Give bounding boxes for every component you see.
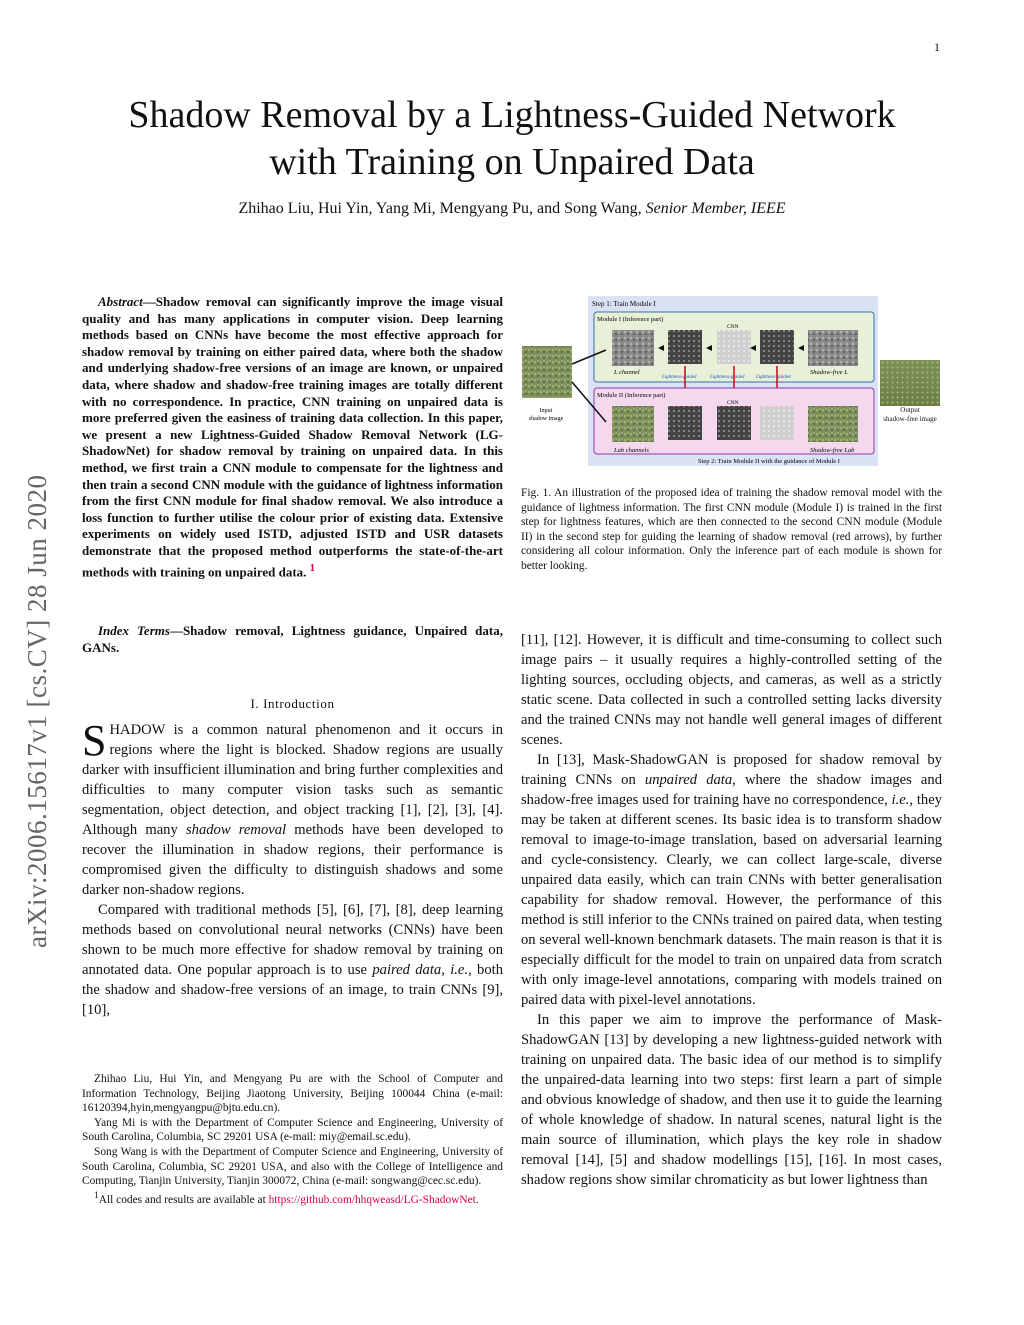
feature-map-1	[668, 330, 702, 364]
abstract	[82, 294, 503, 580]
page-number: 1	[934, 40, 940, 54]
fig-module1-label: Module I (Inference part)	[597, 316, 664, 323]
abstract-label: Abstract	[98, 294, 143, 309]
feature-map-6	[760, 406, 794, 440]
index-terms-text: —Shadow removal, Lightness guidance, Unpaired data, GANs.	[82, 623, 503, 655]
right-p2-a: In [13], Mask-ShadowGAN is proposed for shadow removal by training CNNs on	[521, 752, 942, 788]
intro-p2-b: ,	[441, 962, 451, 978]
intro-paragraph-1	[82, 716, 503, 900]
fig-step1-label: Step 1: Train Module I	[592, 300, 656, 308]
output-shadow-free-image	[880, 360, 940, 406]
intro-p2-em2: i.e.	[450, 962, 469, 978]
caption-text: Fig. 1. An illustration of the proposed idea of training the shadow removal model with the guidance of lightness information. The first CNN module (Module I) is trained in the first step for lightness features, which are then connected to the second CNN module (Module II) in the second step for guiding the learning of shadow removal (red arrows), by further considering all colour information. Only the inference part of each module is shown for better looking.	[521, 487, 942, 572]
fig-cnn-label-1: CNN	[727, 324, 739, 330]
fig-input-label-2: shadow image	[528, 416, 564, 422]
fig-shadow-free-l: Shadow-free L	[810, 369, 848, 376]
fig-output-label: Output	[900, 406, 920, 414]
introduction-body	[82, 716, 504, 1020]
footnote-affiliation-3: Song Wang is with the Department of Computer Science and Engineering, University of South Carolina, Columbia, SC 29201 USA, and also with the College of Intelligence and Computing, Tianjin University, Tianjin 300072, China (e-mail: songwang@cec.sc.edu).	[82, 1145, 503, 1188]
lab-channels-image	[612, 406, 654, 442]
abstract-footnote-mark[interactable]: 1	[309, 561, 316, 574]
right-p2-em1: unpaired data	[644, 772, 733, 788]
feature-map-5	[717, 406, 751, 440]
footnote-mark: 1	[94, 1190, 99, 1201]
feature-map-4	[668, 406, 702, 440]
footnote-affiliation-2: Yang Mi is with the Department of Computer Science and Engineering, University of South Carolina, Columbia, SC 29201 USA (e-mail: miy@email.sc.edu).	[82, 1116, 503, 1144]
right-paragraph-1: [11], [12]. However, it is difficult and time-consuming to collect such image pairs – it usually requires a highly-controlled setting of the lighting sources, occluding objects, and cameras, as well as a strictly static scene. Data collected in such a controlled setting lacks diversity and the trained CNNs may not handle well general images of different scenes.	[521, 632, 942, 748]
shadow-free-lab-image	[808, 406, 858, 442]
intro-p1-lead: HADOW is a common natural phenomenon and it occurs in regions where the light is blocked. Shadow regions are usually darker with insufficient illumination and bring further complexities and difficulties to many computer vision tasks such as semantic segmentation, object detection, and object tracking [1], [2], [3], [4]. Although many	[82, 722, 503, 838]
arxiv-id: arXiv:2006.15617v1 [cs.CV] 28 Jun 2020	[22, 474, 52, 948]
footnote-code	[82, 1189, 503, 1207]
github-link[interactable]: https://github.com/hhqweasd/LG-ShadowNet	[268, 1193, 476, 1206]
abstract-text: —Shadow removal can significantly improve the image visual quality and has many applications in computer vision. Deep learning methods based on CNNs have become the most effective approach for shadow removal by training on either paired data, where both the shadow and underlying shadow-free versions of an image are known, or unpaired data, where shadow and shadow-free training images are totally different with no correspondence. In practice, CNN training on unpaired data is more preferred given the easiness of training data collection. In this paper, we present a new Lightness-Guided Shadow Removal Network (LG-ShadowNet) for shadow removal by training on unpaired data. In this method, we first train a CNN module to compensate for the lightness and then train a second CNN module with the guidance of lightness information from the first CNN module for final shadow removal. We also introduce a loss function to further utilise the colour prior of existing data. Extensive experiments on widely used ISTD, adjusted ISTD and USR datasets demonstrate that the proposed method outperforms the state-of-the-art methods with training on unpaired data.	[82, 294, 503, 579]
shadow-free-l-image	[808, 330, 858, 366]
footnote-affiliation-1: Zhihao Liu, Hui Yin, and Mengyang Pu are with the School of Computer and Information Technology, Beijing Jiaotong University, Beijing 100044 China (e-mail: 16120394,hyin,mengyangpu@bjtu.edu.cn).	[82, 1073, 503, 1115]
input-shadow-image	[522, 346, 572, 398]
fig-lg-1: Lightness-guided	[662, 375, 697, 380]
l-channel-image	[612, 330, 654, 366]
footnotes	[82, 1072, 503, 1207]
authors-names: Zhihao Liu, Hui Yin, Yang Mi, Mengyang Pu, and Song Wang,	[238, 200, 642, 217]
intro-paragraph-2	[82, 900, 503, 1020]
drop-cap: S	[82, 716, 107, 765]
index-terms-label: Index Terms	[98, 623, 170, 638]
intro-p2-a: Compared with traditional methods [5], [6], [7], [8], deep learning methods based on convolutional neural networks (CNNs) have been shown to be much more effective for shadow removal by training on annotated data. One popular approach is to use	[82, 902, 503, 978]
feature-map-3	[760, 330, 794, 364]
fig-input-label: Input	[539, 408, 553, 414]
paper-title	[40, 92, 984, 186]
right-p2-em2: i.e.	[891, 792, 910, 808]
intro-p2-em1: paired data	[372, 962, 442, 978]
intro-p2-c: , both the shadow and shadow-free versions of an image, to train CNNs [9], [10],	[82, 962, 504, 1018]
figure-1-diagram	[522, 294, 880, 468]
intro-p1-em: shadow removal	[185, 822, 287, 838]
fig-output-label-2: shadow-free image	[883, 415, 937, 423]
fig-l-channel: L channel	[614, 369, 640, 376]
right-p2-c: , they may be taken at different scenes. Its basic idea is to transform shadow removal to image-to-image translation, based on adversarial learning and cycle-consistency. Clearly, we can collect large-scale, diverse unpaired data easily, which can train CNNs with better generalisation capability for shadow removal. However, the performance of this method is still inferior to the CNNs trained on paired data, when testing on several well-known benchmark datasets. The main reason is that it is especially difficult for the model to train on unpaired data from scratch with only image-level annotations, comparing with models trained on paired data with pixel-level annotations.	[521, 792, 942, 1008]
fig-lg-2: Lightness-guided	[710, 375, 745, 380]
right-paragraph-2	[521, 750, 942, 1010]
index-terms	[82, 623, 503, 656]
section-heading-introduction: I. Introduction	[250, 696, 335, 711]
fig-module2-label: Module II (Inference part)	[597, 392, 666, 399]
fig-shadow-free-lab: Shadow-free Lab	[810, 447, 855, 454]
right-p2-b: , where the shadow images and shadow-free images used for training have no correspondence,	[521, 772, 942, 808]
fig-step2-label: Step 2: Train Module II with the guidance of Module I	[698, 458, 840, 465]
intro-p1-tail: methods have been developed to recover the illumination in shadow regions, their performance is compromised given the difficulty to distinguish shadows and some darker non-shadow regions.	[82, 822, 503, 898]
title-line-2: with Training on Unpaired Data	[269, 141, 755, 183]
output-label	[872, 406, 948, 424]
right-column-body	[521, 630, 942, 1190]
feature-map-2	[717, 330, 751, 364]
title-line-1: Shadow Removal by a Lightness-Guided Network	[128, 94, 896, 136]
figure-1-caption	[521, 486, 942, 574]
fig-lg-3: Lightness-guided	[756, 375, 791, 380]
arxiv-stamp	[22, 358, 52, 948]
fig-lab-channels: Lab channels	[614, 447, 649, 454]
footnote-end: .	[475, 1193, 479, 1206]
footnote-code-text: All codes and results are available at	[98, 1193, 269, 1206]
right-paragraph-3: In this paper we aim to improve the performance of Mask-ShadowGAN [13] by developing a new lightness-guided network with training on unpaired data. The basic idea of our method is to simplify the unpaired-data learning into two steps: first learn a part of simple and obvious knowledge of shadow, and then use it to guide the learning of whole knowledge of shadow. In natural scenes, natural light is the main source of illumination, which plays the key role in shadow removal [14], [5] and shadow modellings [15], [16]. In most cases, shadow regions show similar chromaticity as but lower lightness than	[521, 1012, 942, 1188]
fig-cnn-label-2: CNN	[727, 400, 739, 406]
author-list	[40, 200, 984, 218]
authors-suffix: Senior Member, IEEE	[645, 200, 786, 217]
